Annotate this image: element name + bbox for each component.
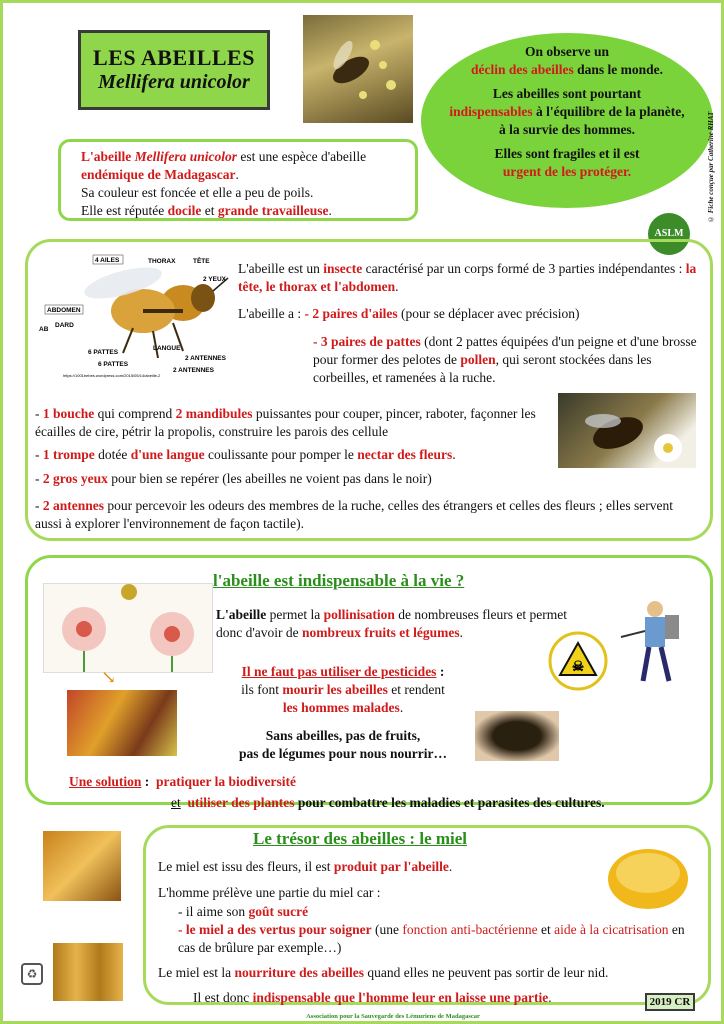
diagram-label: 4 AILES	[95, 257, 120, 264]
intro-text: .	[235, 167, 239, 182]
intro-text: et	[204, 203, 215, 218]
pesticide-highlight: Il ne faut pas utiliser de pesticides	[241, 664, 437, 679]
anatomy-text: dotée	[98, 447, 128, 462]
anatomy-highlight: nectar des fleurs	[357, 447, 453, 462]
pollination-text-span: .	[459, 625, 464, 640]
diagram-label: 6 PATTES	[88, 349, 119, 356]
diagram-label: LANGUE	[153, 345, 181, 352]
trunk-item: - 1 trompe dotée d'une langue coulissante pour pomper le nectar des fleurs.	[35, 447, 456, 462]
honey-food	[158, 964, 703, 982]
legs-line	[313, 333, 705, 387]
diagram-label: ABDOMEN	[47, 307, 81, 314]
anatomy-highlight: 1 bouche	[42, 406, 95, 421]
intro-species: Mellifera unicolor	[134, 149, 238, 164]
pesticide-highlight: les hommes malades	[282, 700, 400, 715]
honey-text: - il aime son	[178, 904, 246, 919]
honey-highlight: produit par l'abeille	[333, 859, 449, 874]
pollination-text-span: permet la	[269, 607, 321, 622]
market-photo	[67, 690, 177, 756]
honey-text: (une	[374, 922, 399, 937]
anatomy-text: (dont 2 pattes équipées d'un peigne et d'une brosse pour former des pelotes de	[313, 334, 697, 367]
oval-highlight: urgent de les protéger.	[502, 164, 632, 179]
intro-text: L'abeille	[81, 149, 132, 164]
pesticide-text: ils font	[241, 682, 280, 697]
honey-text: Le miel est la	[158, 965, 232, 980]
anatomy-text: pour percevoir les odeurs des membres de la ruche, celles des étrangers et celles des fleurs ; elles servent aussi à explorer l'environnement de façon tactile).	[35, 498, 674, 531]
dead-bees-photo	[475, 711, 559, 761]
honey-highlight: - le miel a des vertus pour soigner	[178, 922, 372, 937]
honey-text: Il est donc	[193, 990, 250, 1005]
diagram-label: THORAX	[148, 258, 176, 265]
anatomy-highlight: pollen	[460, 352, 496, 367]
anatomy-text: puissantes pour couper, pincer, raboter, façonner les écailles de cire, pétrir la propolis, construire les parois des cellule	[35, 406, 536, 439]
diagram-source: https://1001bebes.wordpress.com/2015/05/14/abeille-2	[63, 373, 161, 378]
year-badge: 2019 CR	[645, 993, 695, 1011]
diagram-label: DARD	[55, 322, 74, 329]
honey-highlight: aide à la cicatrisation	[554, 922, 669, 937]
anatomy-highlight: - 3 paires de pattes	[313, 334, 421, 349]
honey-highlight: indispensable que l'homme leur en laisse une partie	[252, 990, 549, 1005]
anatomy-highlight: 2 antennes	[42, 498, 105, 513]
no-bees-message	[203, 727, 483, 763]
honey-text: Le miel est issu des fleurs, il est	[158, 859, 331, 874]
bee-closeup-photo	[558, 393, 696, 468]
solution-label: Une solution	[69, 774, 142, 789]
decline-oval	[421, 33, 713, 208]
intro-line2: Sa couleur est foncée et elle a peu de poils.	[81, 185, 314, 200]
title-box	[78, 30, 270, 110]
anatomy-text: (pour se déplacer avec précision)	[401, 306, 580, 321]
anatomy-highlight: d'une langue	[130, 447, 205, 462]
honey-text: quand elles ne peuvent pas sortir de leur nid.	[367, 965, 609, 980]
eyes-item: - 2 gros yeux pour bien se repérer (les abeilles ne voient pas dans le noir)	[35, 471, 432, 486]
association-footer: Association pour la Sauvegarde des Lémuriens de Madagascar	[306, 1013, 480, 1020]
bee-anatomy-diagram	[39, 253, 231, 378]
arrow-icon: ↘	[101, 667, 117, 687]
flower-diagram	[43, 583, 213, 673]
solution-line2	[171, 794, 711, 812]
honey-highlight: goût sucré	[248, 904, 309, 919]
intro-highlight: endémique de Madagascar	[81, 167, 236, 182]
intro-text: est une espèce d'abeille	[240, 149, 367, 164]
antennae-item: - 2 antennes pour percevoir les odeurs des membres de la ruche, celles des étrangers et celles des fleurs ; elles servent aussi à explorer l'environnement de façon tactile).	[35, 498, 674, 531]
anatomy-text: L'abeille est un	[238, 261, 320, 276]
anatomy-text: .	[395, 279, 399, 294]
mouth-item: - 1 bouche qui comprend 2 mandibules puissantes pour couper, pincer, raboter, façonner les écailles de cire, pétrir la propolis, construire les parois des cellule	[35, 406, 536, 439]
oval-text: Les abeilles sont pourtant	[492, 86, 642, 101]
intro-highlight: grande travailleuse	[217, 203, 329, 218]
diagram-label: AB	[39, 326, 49, 333]
anatomy-highlight: - 2 paires d'ailes	[304, 306, 398, 321]
section-heading-pollination: l'abeille est indispensable à la vie ?	[213, 571, 465, 590]
solution-highlight: pratiquer la biodiversité	[156, 774, 297, 789]
anatomy-text: L'abeille a :	[238, 306, 302, 321]
honey-text: .	[548, 990, 552, 1005]
honey-taste	[178, 903, 598, 921]
anatomy-highlight: 2 gros yeux	[42, 471, 108, 486]
recycle-icon: ♻	[21, 963, 43, 985]
pesticide-text: et rendent	[391, 682, 445, 697]
svg-text:☠: ☠	[571, 660, 585, 675]
oval-text: dans le monde.	[577, 62, 664, 77]
anatomy-highlight: 1 trompe	[42, 447, 95, 462]
intro-text: Elle est réputée	[81, 203, 165, 218]
pollination-highlight: pollinisation	[323, 607, 395, 622]
diagram-label: 2 ANTENNES	[173, 367, 214, 374]
honey-harvest: L'homme prélève une partie du miel car :	[158, 885, 381, 900]
farmer-spraying-icon	[615, 591, 703, 691]
solution-highlight: utiliser des plantes	[187, 795, 295, 810]
anatomy-text: qui comprend	[97, 406, 173, 421]
aslm-logo: ASLM	[648, 213, 690, 255]
oval-highlight: indispensables	[449, 104, 533, 119]
solution-line1	[69, 773, 709, 791]
bee-on-flower-photo	[303, 15, 413, 123]
anatomy-highlight: la tête, le thorax et l'abdomen	[238, 261, 697, 294]
intro-box	[58, 139, 418, 221]
anatomy-text: , qui seront stockées dans les corbeilles, et ramenées à la ruche.	[313, 352, 652, 385]
honey-text: en cas de brûlure par exemple…)	[178, 922, 685, 955]
solution-text: et	[171, 795, 181, 810]
honey-leave-part	[193, 989, 643, 1007]
diagram-label: 6 PATTES	[98, 361, 129, 368]
diagram-label: TÊTE	[193, 258, 210, 265]
title-species: Mellifera unicolor	[98, 71, 250, 93]
intro-highlight: docile	[167, 203, 202, 218]
anatomy-text: pour bien se repérer (les abeilles ne voient pas dans le noir)	[111, 471, 432, 486]
honey-origin	[158, 858, 598, 876]
solution-text: pour combattre les maladies et parasites des cultures.	[297, 795, 605, 810]
pollination-subject: L'abeille	[216, 607, 267, 622]
author-credit: © Fiche conçue par Catherine RHAT	[707, 111, 715, 223]
title-main: LES ABEILLES	[93, 45, 255, 70]
honey-highlight: nourriture des abeilles	[234, 965, 364, 980]
pesticide-text: :	[439, 664, 445, 679]
pesticide-warning	[213, 663, 473, 717]
diagram-label: 2 ANTENNES	[185, 355, 226, 362]
anatomy-text: caractérisé par un corps formé de 3 parties indépendantes :	[365, 261, 683, 276]
anatomy-text: coulissante pour pomper le	[208, 447, 354, 462]
toxic-warning-icon	[548, 631, 608, 691]
pollination-text-span: de nombreuses fleurs et permet donc d'avoir de	[216, 607, 567, 640]
anatomy-highlight: 2 mandibules	[175, 406, 253, 421]
intro-text: .	[328, 203, 332, 218]
honeycomb-photo	[43, 831, 121, 901]
solution-text: :	[144, 774, 150, 789]
no-bees-line: pas de légumes pour nous nourrir…	[239, 746, 447, 761]
pollination-text	[216, 606, 586, 642]
oval-text: Elles sont fragiles et il est	[494, 146, 640, 161]
honey-text: et	[541, 922, 551, 937]
pollination-highlight: nombreux fruits et légumes	[302, 625, 460, 640]
oval-highlight: déclin des abeilles	[470, 62, 574, 77]
pesticide-highlight: mourir les abeilles	[282, 682, 388, 697]
oval-text: à l'équilibre de la planète, à la survie des hommes.	[498, 104, 685, 137]
anatomy-intro	[238, 260, 703, 296]
section-heading-honey: Le trésor des abeilles : le miel	[253, 829, 468, 848]
anatomy-text: .	[452, 447, 456, 462]
pesticide-text: .	[399, 700, 404, 715]
honey-text: .	[448, 859, 453, 874]
honey-jars-photo	[53, 943, 123, 1001]
diagram-label: 2 YEUX	[203, 276, 227, 283]
honeycomb-piece-photo	[603, 843, 693, 915]
no-bees-line: Sans abeilles, pas de fruits,	[265, 728, 421, 743]
honey-highlight: fonction anti-bactérienne	[402, 922, 538, 937]
wings-line	[238, 305, 703, 323]
honey-virtues	[178, 921, 698, 957]
anatomy-highlight: insecte	[323, 261, 363, 276]
oval-text: On observe un	[524, 44, 609, 59]
